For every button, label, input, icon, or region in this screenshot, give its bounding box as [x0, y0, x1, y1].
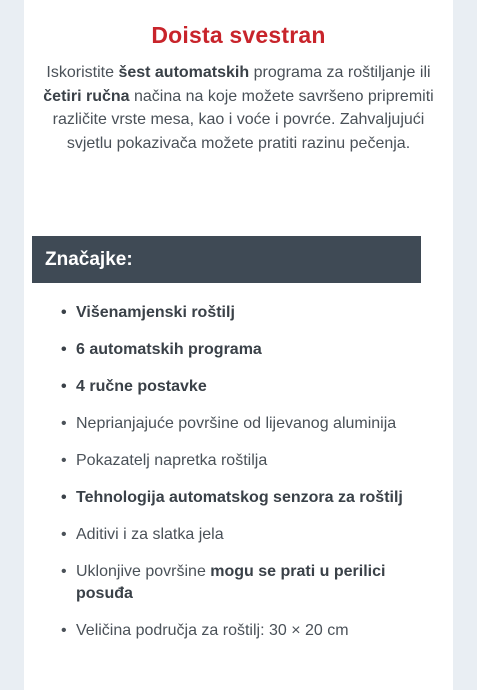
- list-item: [58, 413, 428, 435]
- features-header: Značajke:: [32, 236, 421, 283]
- bullet-icon: •: [61, 489, 67, 506]
- bullet-icon: •: [61, 415, 67, 432]
- list-item: [58, 487, 428, 509]
- list-item: [58, 376, 428, 398]
- list-item: [58, 302, 428, 324]
- list-item-text: Pokazatelj napretka roštilja: [76, 452, 268, 469]
- intro-text-2: programa za roštiljanje ili: [249, 64, 431, 81]
- intro-text-3: načina na koje možete savršeno pripremiti različite vrste mesa, kao i voće i povrće. Zahvaljujući svjetlu pokazivača možete pratiti razinu pečenja.: [52, 87, 434, 152]
- list-item: [58, 339, 428, 361]
- list-item-text: Veličina područja za roštilj: 30 × 20 cm: [76, 622, 349, 639]
- bullet-icon: •: [61, 526, 67, 543]
- bullet-icon: •: [61, 378, 67, 395]
- intro-bold-2: četiri ručna: [43, 87, 130, 105]
- list-item-text: Tehnologija automatskog senzora za roštilj: [76, 489, 403, 506]
- bullet-icon: •: [61, 304, 67, 321]
- bullet-icon: •: [61, 341, 67, 358]
- list-item-text: Aditivi i za slatka jela: [76, 526, 224, 543]
- list-item-text-plain: Uklonjive površine: [76, 563, 211, 580]
- list-item-text: 4 ručne postavke: [76, 378, 207, 395]
- bullet-icon: •: [61, 622, 67, 639]
- intro-bold-1: šest automatskih: [118, 64, 250, 81]
- intro-paragraph: [40, 61, 437, 155]
- list-item-text: Višenamjenski roštilj: [76, 304, 235, 321]
- list-item-text-bold: mogu se prati u perilici posuđa: [76, 563, 386, 602]
- list-item: [58, 620, 428, 642]
- bullet-icon: •: [61, 452, 67, 469]
- bullet-icon: •: [61, 563, 67, 580]
- intro-text-1: Iskoristite: [46, 64, 119, 81]
- list-item: [58, 524, 428, 546]
- list-item: [58, 450, 428, 472]
- section-title: Doista svestran: [151, 22, 326, 48]
- list-item-text: 6 automatskih programa: [76, 341, 262, 358]
- list-item: [58, 561, 428, 605]
- list-item-text: Neprianjajuće površine od lijevanog aluminija: [76, 415, 397, 432]
- features-list: [58, 302, 428, 657]
